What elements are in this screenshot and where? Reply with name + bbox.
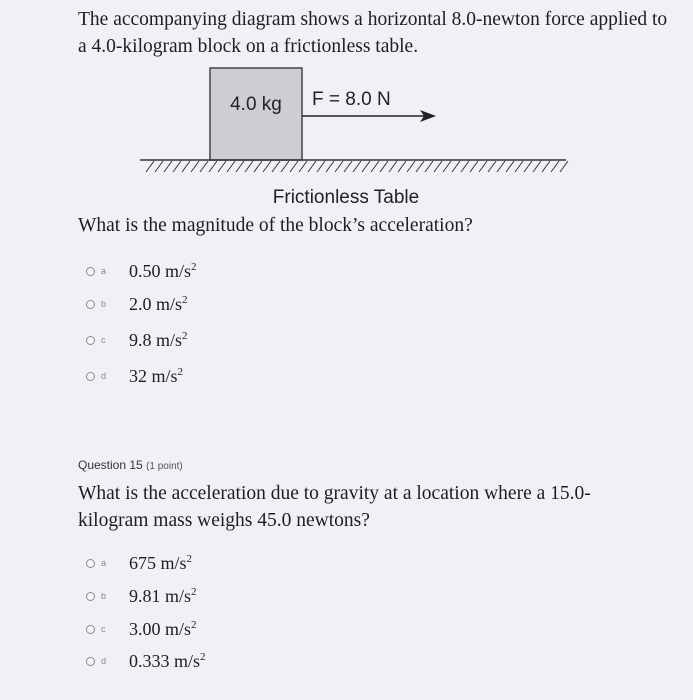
option-value-text: 675 m/s [129,552,187,573]
question-15-number: Question 15 [78,458,143,472]
option-letter: d [101,656,107,666]
option-value [129,330,188,351]
option-unit-exponent: 2 [177,365,184,378]
question-15-header [78,458,183,472]
option-value-text: 9.8 m/s [129,329,183,350]
option-value [129,261,197,282]
radio-button[interactable] [86,592,95,601]
question-15-stem: What is the acceleration due to gravity at a location where a 15.0-kilogram mass weighs 45.0 newtons? [78,483,591,531]
option-value-text: 32 m/s [129,365,178,386]
option-value-text: 0.333 m/s [129,650,201,671]
option-unit-exponent: 2 [182,293,188,306]
option-unit-exponent: 2 [191,260,197,273]
block-label: 4.0 kg [230,94,282,115]
answer-option-d[interactable] [86,648,206,674]
radio-button[interactable] [86,625,95,634]
answer-option-b[interactable] [86,291,188,317]
option-value-text: 2.0 m/s [129,293,183,314]
option-value [129,366,183,387]
option-letter: a [101,558,107,568]
option-unit-exponent: 2 [182,329,188,342]
option-value-text: 3.00 m/s [129,618,192,639]
option-value [129,619,197,640]
option-value [129,586,197,607]
answer-option-a[interactable] [86,550,192,576]
answer-option-b[interactable] [86,583,197,609]
table-label: Frictionless Table [272,187,420,208]
option-value [129,553,192,574]
radio-button[interactable] [86,657,95,666]
question-15-points: (1 point) [146,461,183,472]
option-letter: b [101,591,107,601]
radio-button[interactable] [86,372,95,381]
option-letter: a [101,266,107,276]
option-value [129,651,206,672]
radio-button[interactable] [86,300,95,309]
table-hatching [146,161,568,172]
radio-button[interactable] [86,267,95,276]
radio-button[interactable] [86,559,95,568]
option-unit-exponent: 2 [200,650,206,663]
question-14-prompt: What is the magnitude of the block’s acceleration? [78,215,473,236]
option-value [129,294,188,315]
option-unit-exponent: 2 [191,618,197,631]
answer-option-d[interactable] [86,363,183,389]
force-label: F = 8.0 N [312,89,391,110]
answer-option-a[interactable] [86,258,197,284]
option-value-text: 0.50 m/s [129,260,192,281]
option-letter: b [101,299,107,309]
option-letter: c [101,335,106,345]
answer-option-c[interactable] [86,616,197,642]
question-14-stem: The accompanying diagram shows a horizontal 8.0-newton force applied to a 4.0-kilogram block on a frictionless table. [78,9,668,57]
answer-option-c[interactable] [86,327,188,353]
option-unit-exponent: 2 [186,552,193,565]
option-letter: c [101,624,106,634]
option-unit-exponent: 2 [191,585,197,598]
force-diagram [0,0,693,212]
radio-button[interactable] [86,336,95,345]
option-value-text: 9.81 m/s [129,585,192,606]
option-letter: d [101,371,107,381]
